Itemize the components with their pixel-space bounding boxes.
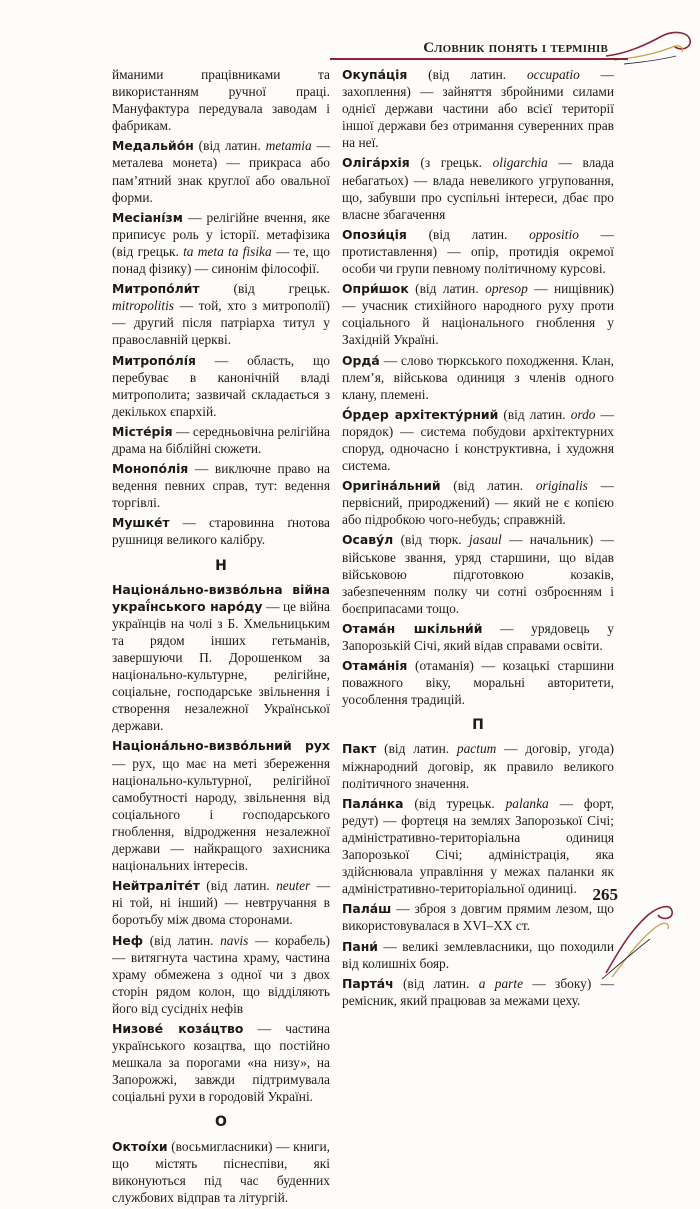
section-letter-n: Н bbox=[215, 557, 227, 574]
entries-n bbox=[112, 581, 330, 1106]
entry-text: (від латин. bbox=[406, 226, 530, 242]
glossary-entry bbox=[342, 938, 614, 972]
glossary-entry bbox=[112, 737, 330, 874]
entry-source-word: navis bbox=[220, 932, 249, 948]
glossary-entry bbox=[342, 66, 614, 151]
entry-source-word: pactum bbox=[456, 741, 497, 757]
entry-text: (від латин. bbox=[407, 67, 527, 82]
glossary-entry bbox=[112, 877, 330, 928]
entry-text-tail: — те, що понад фізику) — синонім філософії. bbox=[112, 243, 330, 277]
entry-term: Неф bbox=[112, 932, 144, 948]
page-header-title: Словник понять і термінів bbox=[423, 40, 608, 56]
entry-text: (від турецьк. bbox=[403, 795, 506, 811]
entry-text: (від грецьк. bbox=[199, 281, 330, 297]
entry-term: Отама́нія bbox=[342, 658, 408, 674]
entry-term: Митропо́лі́я bbox=[112, 352, 196, 368]
entry-text: (від латин. bbox=[393, 975, 479, 991]
entry-term: Оліга́рхія bbox=[342, 155, 410, 171]
entry-text: — релігійне вчення, яке приписує роль у історії. метафізика (від грецьк. bbox=[112, 209, 330, 259]
glossary-entry bbox=[112, 209, 330, 277]
entry-text: (від латин. bbox=[199, 878, 277, 894]
entry-text: — область, що перебуває в канонічній владі митрополита; зазвичай складається з декількох єпархій. bbox=[112, 352, 330, 419]
entry-source-word: oligarchia bbox=[492, 155, 548, 171]
right-column bbox=[342, 66, 614, 1012]
glossary-entry bbox=[112, 137, 330, 205]
entry-term: Пала́нка bbox=[342, 795, 404, 811]
entry-text: (з грецьк. bbox=[409, 155, 493, 171]
header-rule bbox=[330, 58, 628, 60]
entries-p bbox=[342, 740, 614, 1008]
entries-o-left bbox=[112, 1138, 330, 1206]
entry-source-word: ta meta ta fisika bbox=[183, 243, 272, 259]
entry-text-tail: — металева монета) — прикраса або пам’ятний знак круглої або овальної форми. bbox=[112, 138, 330, 205]
entry-text-tail: — влада небагатьох) — влада невеликого угруповання, що, забувши про суспільні інтереси, дбає про власне збагачення bbox=[342, 155, 614, 222]
entry-text-tail: — форт, редут) — фортеця на землях Запорозької Січі; адміністративно-територіальна одиниця Запорозької Січі; адміністрація, яка здійснювала управління у межах паланки як адміністративно-територіальної одиниці. bbox=[342, 795, 614, 897]
glossary-entry bbox=[342, 531, 614, 616]
section-letter-p: П bbox=[472, 717, 484, 734]
entry-term: Месіані́зм bbox=[112, 209, 183, 225]
entry-term: Окупа́ція bbox=[342, 67, 408, 82]
glossary-entry bbox=[112, 932, 330, 1017]
entry-text: (від тюрк. bbox=[393, 532, 469, 548]
entry-text: — великі землевласники, що походили від колишніх бояр. bbox=[342, 938, 614, 971]
entry-text-tail: — корабель) — витягнута частина храму, частина храму обмежена з одної чи з двох сторін рядом колон, що відділяють його від сусідніх нефів bbox=[112, 932, 330, 1016]
continued-entry: йманими працівниками та використанням ручної праці. Мануфактура передувала заводам і фабрикам. bbox=[112, 67, 330, 134]
entry-text: — виключне право на ведення певних справ, тут: ведення торгівлі. bbox=[112, 461, 330, 511]
entry-source-word: oppositio bbox=[529, 226, 579, 242]
decorative-flourish-icon bbox=[598, 893, 678, 983]
entry-text: (восьмигласники) — книги, що містять піснеспіви, які виконуються під час буденних службових відправ та літургій. bbox=[112, 1138, 330, 1205]
entry-source-word: a parte bbox=[478, 975, 524, 991]
entry-term: Націона́льно-визво́льна війна украї́нського наро́ду bbox=[112, 581, 330, 614]
entry-term: Націона́льно-визво́льний рух bbox=[112, 738, 330, 754]
entry-text-tail: — збоку) — ремісник, який працював за межами цеху. bbox=[342, 975, 615, 1008]
entry-text: — зброя з довгим прямим лезом, що використовувалася в XVI–XX ст. bbox=[342, 901, 614, 934]
glossary-entry bbox=[112, 1138, 330, 1206]
glossary-entry bbox=[342, 975, 614, 1009]
entry-text: — старовинна ґнотова рушниця великого калібру. bbox=[112, 515, 330, 548]
entry-term: Парта́ч bbox=[342, 975, 394, 991]
glossary-entry bbox=[342, 795, 614, 898]
entry-term: Осаву́л bbox=[342, 532, 394, 548]
entry-text-tail: — нищівник) — учасник стихійного народного руху проти соціального й національного гноблення у Західній Україні. bbox=[342, 281, 614, 348]
entry-text: (отаманія) — козацькі старшини поважного віку, моральні авторитети, уособлення традицій. bbox=[342, 658, 614, 708]
entry-text-tail: — захоплення) — зайняття збройними силами однієї держави частини або всієї території іншої держави без отримання суверенних прав на неї. bbox=[342, 67, 614, 151]
entry-term: Місте́рія bbox=[112, 423, 173, 439]
entries-o-right bbox=[342, 66, 614, 708]
entries-m bbox=[112, 137, 330, 548]
entry-term: Пакт bbox=[342, 741, 377, 757]
decorative-swirl-icon bbox=[604, 26, 694, 76]
glossary-entry bbox=[112, 1020, 330, 1105]
entry-term: Нейтраліте́т bbox=[112, 878, 200, 894]
entry-text: (від латин. bbox=[440, 478, 536, 494]
entry-source-word: jasaul bbox=[468, 532, 502, 548]
entry-text-tail: — договір, угода) міжнародний договір, як правило великого політичного значення. bbox=[342, 741, 614, 791]
entry-text: — це війна українців на чолі з Б. Хмельницьким та рядом інших гетьманів, завершуючи П. Дорошенком за національно-культурне, релігійне, соціальне, господарське звільнення і створення незалежної Української держави. bbox=[112, 598, 330, 734]
glossary-entry bbox=[342, 740, 614, 791]
glossary-entry bbox=[342, 657, 614, 708]
entry-text: — рух, що має на меті збереження національно-культурної, релігійної самобутності народу, звільнення від соціального і господарського гноблення, відродження незалежної держави — найкращого захисника національних інтересів. bbox=[112, 755, 330, 874]
entry-text-tail: — протиставлення) — опір, протидія окремої особи чи групи певному політичному курсові. bbox=[342, 226, 614, 277]
entry-term: Пала́ш bbox=[342, 901, 392, 917]
glossary-entry bbox=[112, 423, 330, 457]
entry-text: — частина українського козацтва, що постійно мешкала за порогами «на низу», на Запорожжі, завжди підтримувала соціальні рухи в городовій Україні. bbox=[112, 1020, 330, 1105]
entry-text: — середньовічна релігійна драма на біблійні сюжети. bbox=[112, 423, 330, 456]
entry-text-tail: — первісний, природжений) — який не є копією або підробкою чого-небудь; справжній. bbox=[342, 478, 614, 528]
entry-text: (від латин. bbox=[408, 281, 486, 297]
entry-text: (від латин. bbox=[143, 932, 221, 948]
entry-source-word: occupatio bbox=[526, 67, 580, 82]
glossary-entry bbox=[342, 226, 614, 277]
page-number: 265 bbox=[592, 885, 618, 904]
entry-term: Опози́ція bbox=[342, 226, 407, 242]
entry-source-word: palanka bbox=[505, 795, 549, 811]
entry-source-word: opresор bbox=[485, 281, 528, 297]
entry-text-tail: — порядок) — система побудови архітектурних споруд, одночасно і конструктивна, і художня система. bbox=[342, 406, 614, 474]
glossary-entry bbox=[112, 514, 330, 548]
entry-term: Медальйо́н bbox=[112, 138, 194, 154]
entry-source-word: ordo bbox=[570, 406, 596, 422]
entry-term: Оригіна́льний bbox=[342, 478, 441, 494]
entry-term: Пани́ bbox=[342, 938, 378, 954]
glossary-entry bbox=[342, 406, 614, 474]
entry-source-word: metamia bbox=[265, 138, 312, 154]
glossary-entry bbox=[112, 581, 330, 735]
glossary-entry bbox=[112, 280, 330, 348]
entry-text: (від латин. bbox=[376, 741, 457, 757]
glossary-entry bbox=[342, 477, 614, 528]
glossary-entry bbox=[342, 154, 614, 222]
entry-term: Опри́шок bbox=[342, 281, 409, 297]
entry-text-tail: — начальник) — військове звання, уряд старшини, що відав військовою підготовкою козаків, забезпеченням полку чи сотні озброєнням і боєприпасами тощо. bbox=[342, 532, 614, 616]
entry-term: О́рдер архітекту́рний bbox=[342, 406, 499, 422]
glossary-entry bbox=[112, 352, 330, 420]
entry-text-tail: — ні той, ні інший) — невтручання в боротьбу між двома сторонами. bbox=[112, 878, 330, 928]
entry-text-tail: — той, хто з митрополії) — другий після патріарха титул у православній церкві. bbox=[112, 298, 330, 348]
entry-source-word: originalis bbox=[535, 478, 588, 494]
entry-term: Низове́ коза́цтво bbox=[112, 1020, 244, 1036]
entry-term: Отама́н шкільни́й bbox=[342, 620, 483, 636]
entry-text: — урядовець у Запорозькій Січі, який відав справами освіти. bbox=[342, 620, 614, 653]
entry-term: Митропо́ли́т bbox=[112, 281, 200, 297]
glossary-entry bbox=[342, 900, 614, 934]
glossary-entry bbox=[112, 460, 330, 511]
entry-text: (від латин. bbox=[498, 406, 571, 422]
entry-term: Орда́ bbox=[342, 352, 380, 368]
glossary-entry bbox=[342, 280, 614, 348]
entry-text: (від латин. bbox=[193, 138, 266, 154]
left-column bbox=[112, 66, 330, 1209]
entry-source-word: neuter bbox=[276, 878, 311, 894]
section-letter-o: О bbox=[215, 1114, 227, 1131]
entry-term: Монопо́лія bbox=[112, 461, 189, 477]
entry-term: Мушке́т bbox=[112, 515, 170, 531]
entry-text: — слово тюркського походження. Клан, плем’я, військова одиниця з членів одного клану, племені. bbox=[342, 352, 614, 402]
glossary-entry bbox=[342, 352, 614, 403]
entry-source-word: mitropolitis bbox=[112, 298, 175, 314]
glossary-entry bbox=[342, 620, 614, 654]
entry-term: Октоі́хи bbox=[112, 1138, 168, 1154]
